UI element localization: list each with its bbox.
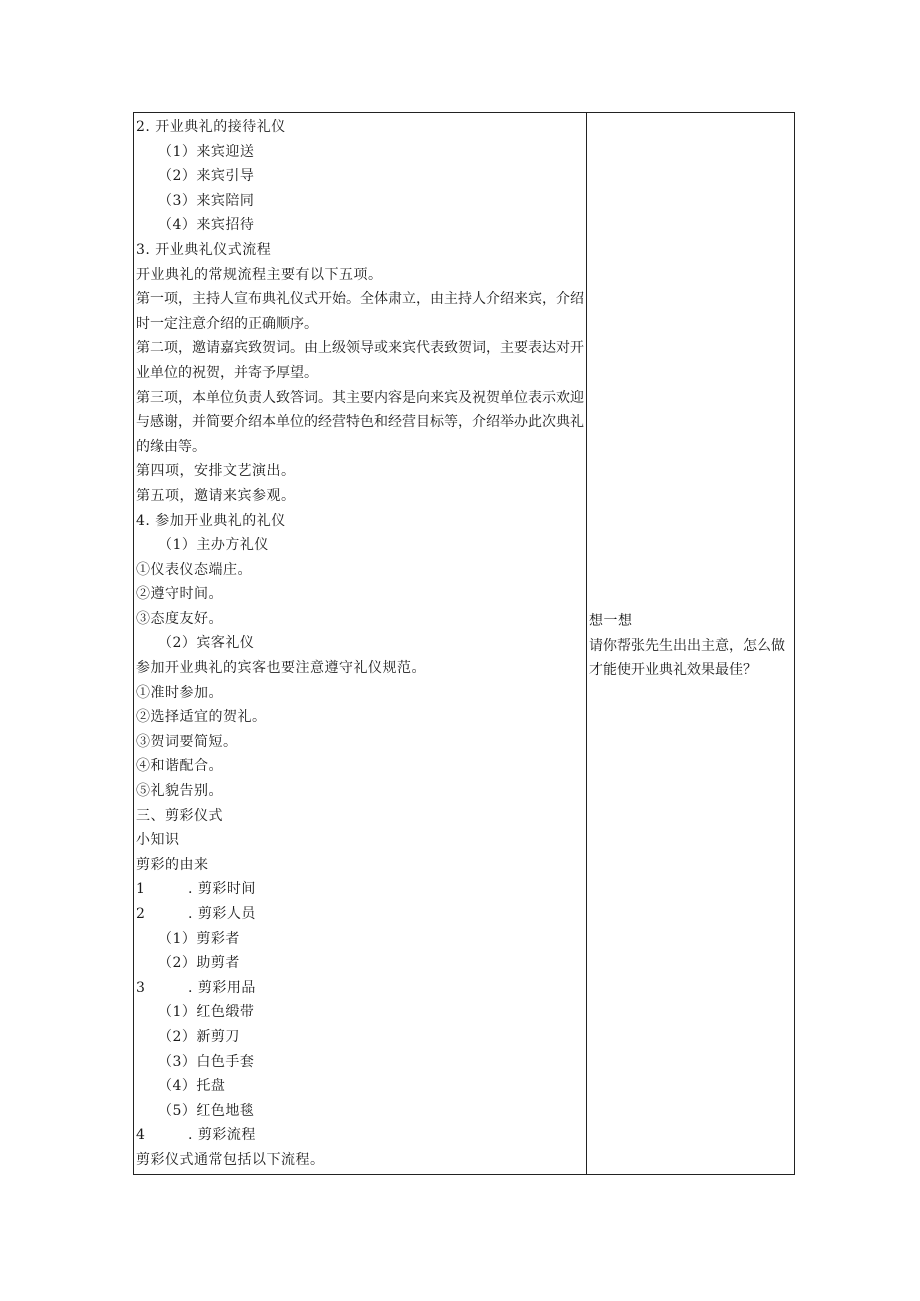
side-note-column [589, 609, 793, 683]
numbered-heading [136, 1123, 584, 1148]
heading-number: 1 [136, 881, 146, 898]
text-line: （2）新剪刀 [158, 1028, 240, 1045]
text-line: （1）红色缎带 [158, 1004, 255, 1021]
text-line: 第四项，安排文艺演出。 [136, 463, 296, 480]
column-divider [586, 113, 587, 1174]
text-line: ②遵守时间。 [136, 586, 223, 603]
text-line: （2）助剪者 [158, 955, 240, 972]
text-line: （4）托盘 [158, 1078, 226, 1095]
text-line: （3）来宾陪同 [158, 192, 255, 209]
side-note-body: 请你帮张先生出出主意，怎么做才能使开业典礼效果最佳？ [589, 637, 785, 679]
text-line: （3）白色手套 [158, 1053, 255, 1070]
text-line: （2）来宾引导 [158, 168, 255, 185]
text-line: 第一项，主持人宣布典礼仪式开始。全体肃立，由主持人介绍来宾，介绍时一定注意介绍的正确顺序。 [136, 291, 584, 332]
text-line: 剪彩的由来 [136, 856, 209, 873]
heading-text: . 剪彩时间 [188, 881, 256, 898]
numbered-heading [136, 877, 584, 902]
text-line: （5）红色地毯 [158, 1102, 255, 1119]
text-line: 小知识 [136, 832, 180, 849]
heading-number: 2 [136, 906, 146, 922]
side-note-title: 想一想 [589, 613, 633, 629]
text-line: ⑤礼貌告别。 [136, 783, 223, 800]
text-line: （1）剪彩者 [158, 930, 240, 947]
numbered-heading [136, 976, 584, 1001]
text-line: （4）来宾招待 [158, 217, 255, 234]
text-line: （1）来宾迎送 [158, 143, 255, 160]
text-line: ①准时参加。 [136, 684, 223, 701]
text-line: 剪彩仪式通常包括以下流程。 [136, 1151, 325, 1168]
main-content-column [136, 115, 584, 1173]
text-line: 参加开业典礼的宾客也要注意遵守礼仪规范。 [136, 660, 426, 677]
heading-number: 3 [136, 979, 146, 996]
text-line: 3. 开业典礼仪式流程 [136, 241, 272, 258]
text-line: （2）宾客礼仪 [158, 635, 255, 652]
text-line: 4. 参加开业典礼的礼仪 [136, 512, 286, 529]
text-line: ④和谐配合。 [136, 758, 223, 775]
text-line: ③态度友好。 [136, 610, 223, 627]
text-line: （1）主办方礼仪 [158, 537, 269, 554]
text-line: 开业典礼的常规流程主要有以下五项。 [136, 266, 383, 283]
heading-text: . 剪彩用品 [188, 979, 256, 996]
numbered-heading [136, 902, 584, 927]
text-line: 第五项，邀请来宾参观。 [136, 487, 296, 504]
text-line: 第三项，本单位负责人致答词。其主要内容是向来宾及祝贺单位表示欢迎与感谢，并简要介绍本单位的经营特色和经营目标等，介绍举办此次典礼的缘由等。 [136, 389, 584, 455]
text-line: 三、剪彩仪式 [136, 807, 223, 824]
text-line: ③贺词要简短。 [136, 733, 238, 750]
heading-number: 4 [136, 1127, 146, 1144]
heading-text: . 剪彩流程 [188, 1127, 256, 1144]
text-line: ①仪表仪态端庄。 [136, 561, 252, 578]
text-line: 2. 开业典礼的接待礼仪 [136, 119, 286, 135]
heading-text: . 剪彩人员 [188, 906, 256, 922]
text-line: ②选择适宜的贺礼。 [136, 709, 267, 726]
text-line: 第二项，邀请嘉宾致贺词。由上级领导或来宾代表致贺词，主要表达对开业单位的祝贺，并寄予厚望。 [136, 340, 584, 381]
content-table [133, 112, 795, 1175]
